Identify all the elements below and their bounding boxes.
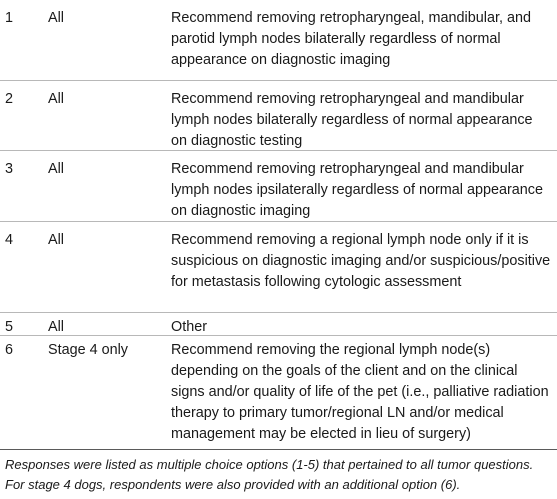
table-row: [0, 336, 557, 450]
row-stage: All: [48, 319, 64, 335]
row-recommendation: Recommend removing a regional lymph node only if it is suspicious on diagnostic imaging and/or suspicious/positive for metastasis following cytologic assessment: [171, 232, 551, 290]
row-recommendation: Recommend removing retropharyngeal and mandibular lymph nodes ipsilaterally regardless of normal appearance on diagnostic imaging: [171, 161, 543, 219]
row-number: 4: [5, 232, 14, 248]
row-number: 2: [5, 91, 14, 107]
row-stage: All: [48, 10, 64, 26]
table-row: [0, 81, 557, 151]
table-row: [0, 313, 557, 336]
row-stage: All: [48, 161, 64, 177]
row-number: 1: [5, 10, 14, 26]
row-stage: All: [48, 232, 64, 248]
row-recommendation: Recommend removing retropharyngeal, mandibular, and parotid lymph nodes bilaterally regardless of normal appearance on diagnostic imaging: [171, 10, 531, 68]
row-stage: Stage 4 only: [48, 342, 129, 358]
row-recommendation: Recommend removing retropharyngeal and mandibular lymph nodes bilaterally regardless of normal appearance on diagnostic testing: [171, 91, 533, 149]
table-row: [0, 222, 557, 313]
row-number: 6: [5, 342, 14, 358]
table-row: [0, 0, 557, 81]
row-recommendation: Other: [171, 319, 207, 335]
table-footnote: Responses were listed as multiple choice options (1-5) that pertained to all tumor questions. For stage 4 dogs, respondents were also provided with an additional option (6).: [5, 457, 534, 492]
row-stage: All: [48, 91, 64, 107]
row-recommendation: Recommend removing the regional lymph node(s) depending on the goals of the client and on the clinical signs and/or quality of life of the pet (i.e., palliative radiation therapy to primary tumor/regional LN and/or medical management may be elected in lieu of surgery): [171, 342, 549, 442]
table-row: [0, 151, 557, 222]
row-number: 5: [5, 319, 14, 335]
row-number: 3: [5, 161, 14, 177]
